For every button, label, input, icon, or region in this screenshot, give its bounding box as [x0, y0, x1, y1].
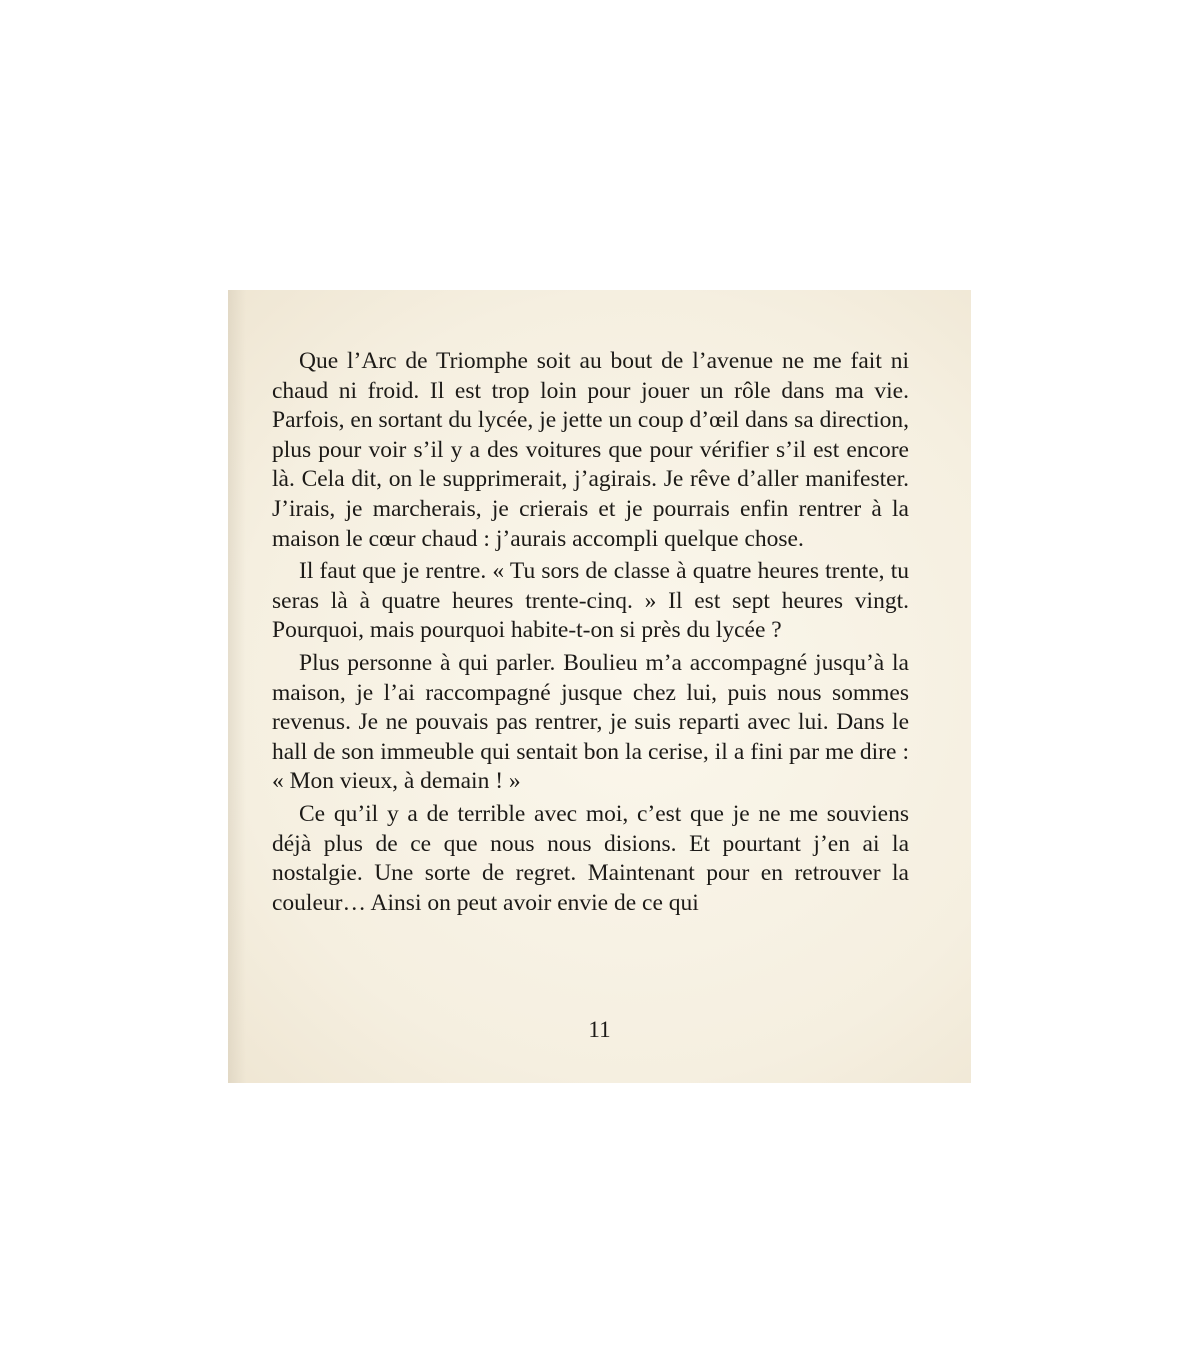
paragraph-4: Ce qu’il y a de terrible avec moi, c’est que je ne me souviens déjà plus de ce que nous nous disions. Et pourtant j’en ai la nostalgie. Une sorte de regret. Maintenant pour en retrouver la couleur… Ainsi on peut avoir envie de ce qui: [272, 800, 909, 916]
page-number: 11: [588, 1017, 611, 1042]
paragraph-1: Que l’Arc de Triomphe soit au bout de l’avenue ne me fait ni chaud ni froid. Il est trop loin pour jouer un rôle dans ma vie. Parfois, en sortant du lycée, je jette un coup d’œil dans sa direction, plus pour voir s’il y a des voitures que pour vérifier s’il est encore là. Cela dit, on le supprimerait, j’agirais. Je rêve d’aller manifester. J’irais, je marcherais, je crierais et je pourrais enfin rentrer à la maison le cœur chaud : j’aurais accompli quelque chose.: [272, 348, 909, 552]
paragraph-2: Il faut que je rentre. « Tu sors de classe à quatre heures trente, tu seras là à quatre heures trente-cinq. » Il est sept heures vingt. Pourquoi, mais pourquoi habite-t-on si près du lycée ?: [272, 558, 909, 644]
book-page: [228, 290, 971, 1083]
paragraph-3: Plus personne à qui parler. Boulieu m’a accompagné jusqu’à la maison, je l’ai raccompagné jusque chez lui, puis nous sommes revenus. Je ne pouvais pas rentrer, je suis reparti avec lui. Dans le hall de son immeuble qui sentait bon la cerise, il a fini par me dire : « Mon vieux, à demain ! »: [272, 649, 909, 795]
body-text: [272, 347, 909, 921]
